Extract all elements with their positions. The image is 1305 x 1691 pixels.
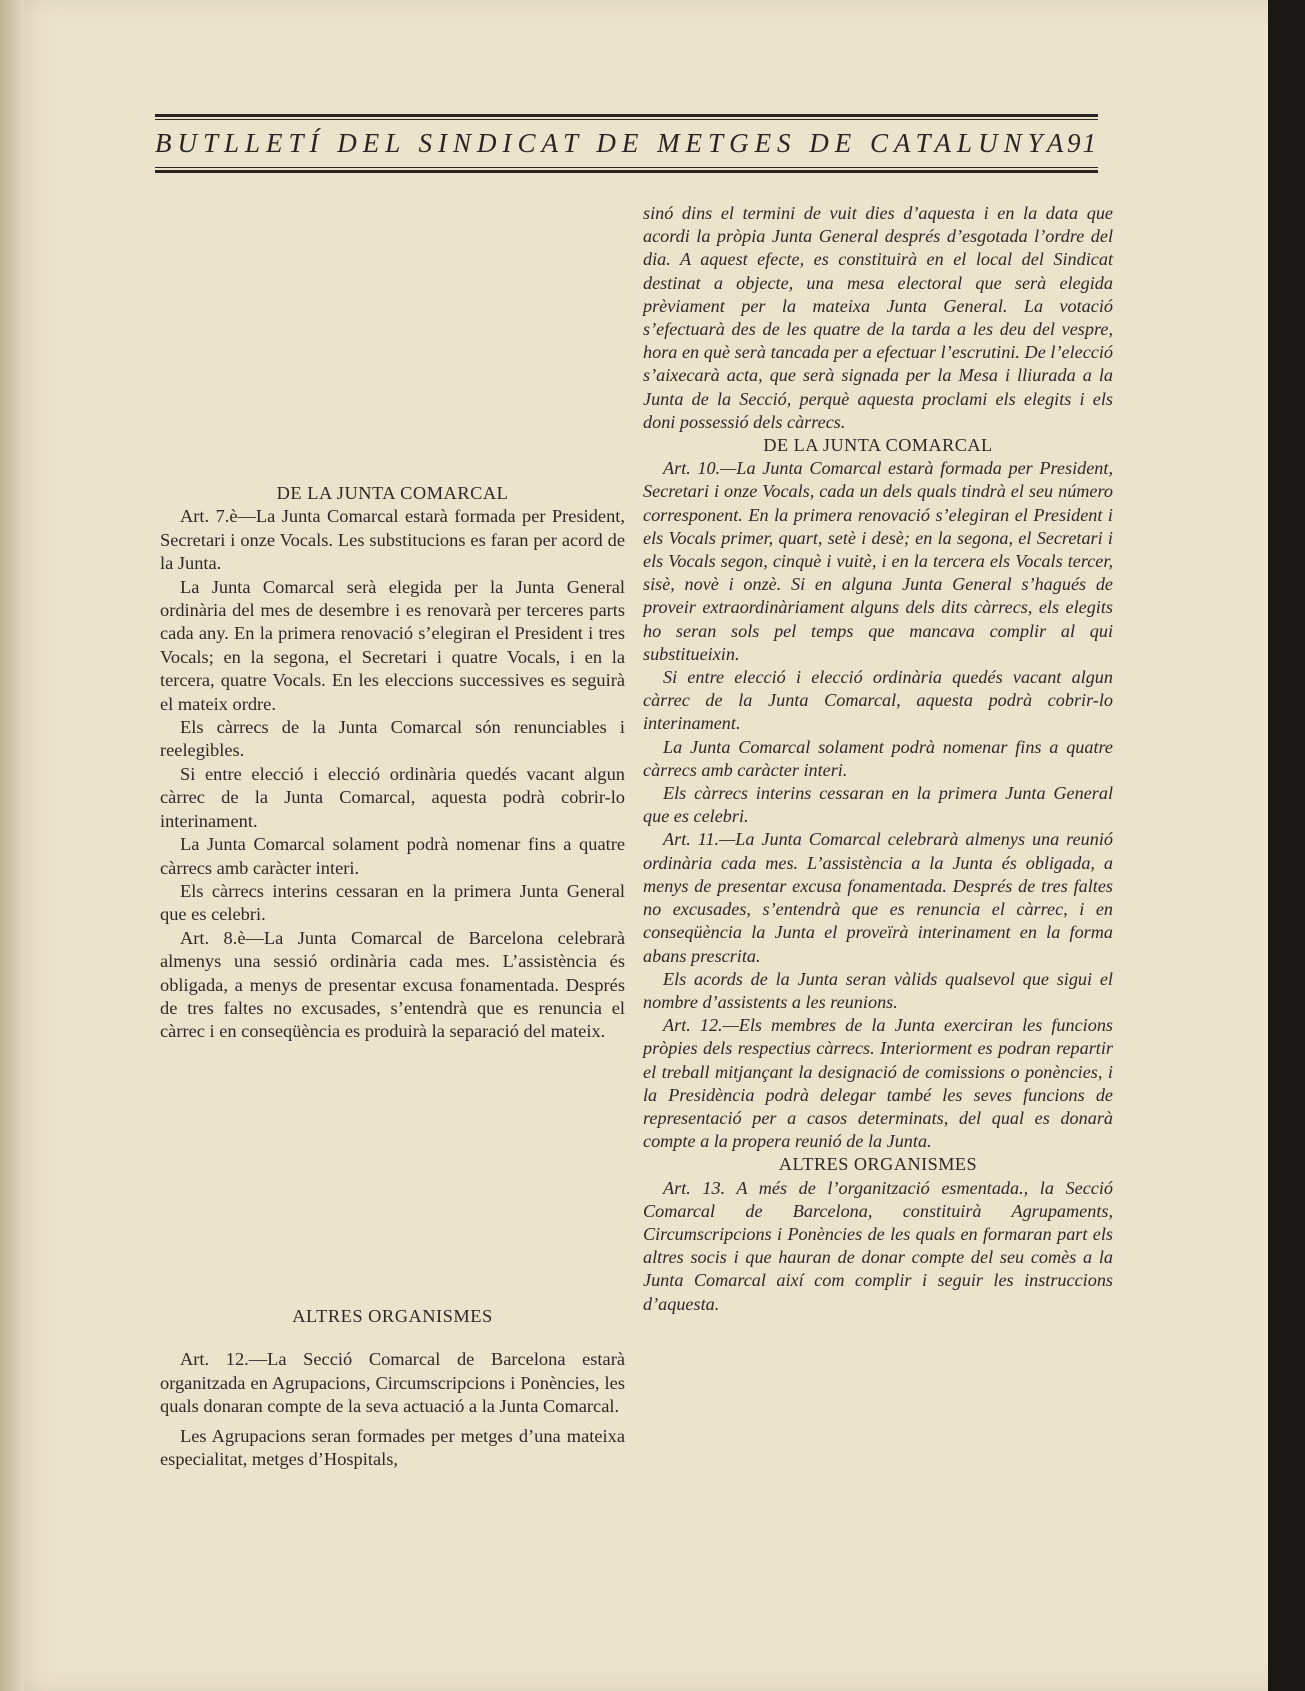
paragraph: Les Agrupacions seran formades per metges d’una mateixa especialitat, metges d’Hospitals, bbox=[160, 1425, 625, 1470]
paragraph: Art. 7.è—La Junta Comarcal estarà formada per President, Secretari i onze Vocals. Les substitucions es faran per acord de la Junta. bbox=[160, 506, 625, 574]
paragraph: sinó dins el termini de vuit dies d’aquesta i en la data que acordi la pròpia Junta General després d’esgotada l’ordre del dia. A aquest efecte, es constituirà en el local del Sindicat destinat a objecte, una mesa electoral que serà elegida prèviament per la mateixa Junta General. La votació s’efectuarà des de les quatre de la tarda a les deu del vespre, hora en què serà tancada per a efectuar l’escrutini. De l’elecció s’aixecarà acta, que serà signada per la Mesa i lliurada a la Junta de la Secció, perquè aquesta proclami els elegits i els doni possessió dels càrrecs. bbox=[643, 203, 1113, 432]
paragraph: Si entre elecció i elecció ordinària quedés vacant algun càrrec de la Junta Comarcal, aquesta podrà cobrir-lo interinament. bbox=[643, 667, 1113, 734]
left-column-block-2 bbox=[160, 1305, 625, 1471]
paragraph: Si entre elecció i elecció ordinària quedés vacant algun càrrec de la Junta Comarcal, aquesta podrà cobrir-lo interinament. bbox=[160, 763, 625, 831]
paragraph: La Junta Comarcal solament podrà nomenar fins a quatre càrrecs amb caràcter interi. bbox=[643, 736, 1113, 780]
header-rule-top bbox=[155, 114, 1098, 117]
paragraph: Art. 13. A més de l’organització esmentada., la Secció Comarcal de Barcelona, constituirà Agrupaments, Circumscripcions i Ponències de les quals en formaran part els altres socis i que hauran de donar compte del seu comès a la Junta Comarcal així com complir i seguir les instruccions d’aquesta. bbox=[643, 1177, 1113, 1314]
page-binding-edge bbox=[0, 0, 24, 1691]
section-heading: ALTRES ORGANISMES bbox=[778, 1154, 978, 1175]
right-column bbox=[643, 202, 1113, 1316]
paragraph: La Junta Comarcal serà elegida per la Junta General ordinària del mes de desembre i es renovarà per terceres parts cada any. En la primera renovació s’elegiran el President i tres Vocals; en la segona, el Secretari i quatre Vocals, i en la tercera, quatre Vocals. En les eleccions successives es seguirà el mateix ordre. bbox=[160, 576, 625, 714]
journal-title: BUTLLETÍ DEL SINDICAT DE METGES DE CATALUNYA bbox=[155, 128, 1070, 158]
paragraph: Els càrrecs de la Junta Comarcal són renunciables i reelegibles. bbox=[160, 717, 625, 761]
paragraph: Art. 11.—La Junta Comarcal celebrarà almenys una reunió ordinària cada mes. L’assistència a la Junta és obligada, a menys de presentar excusa fonamentada. Després de tres faltes no excusades, s’entendrà que es renuncia el càrrec, i en conseqüència la Junta el proveïrà interinament en la forma abans prescrita. bbox=[643, 829, 1113, 966]
left-column-block-1 bbox=[160, 482, 625, 1044]
header-rule-bottom bbox=[155, 170, 1098, 173]
paragraph: Els càrrecs interins cessaran en la primera Junta General que es celebri. bbox=[643, 783, 1113, 827]
running-header bbox=[155, 124, 1098, 164]
paragraph: Els càrrecs interins cessaran en la primera Junta General que es celebri. bbox=[160, 880, 625, 925]
paragraph: La Junta Comarcal solament podrà nomenar fins a quatre càrrecs amb caràcter interi. bbox=[160, 834, 625, 878]
paragraph: Art. 12.—La Secció Comarcal de Barcelona estarà organitzada en Agrupacions, Circumscripcions i Ponències, les quals donaran compte de la seva actuació a la Junta Comarcal. bbox=[160, 1349, 625, 1417]
section-heading: ALTRES ORGANISMES bbox=[292, 1306, 493, 1326]
paragraph: Art. 10.—La Junta Comarcal estarà formada per President, Secretari i onze Vocals, cada un dels quals tindrà el seu número corresponent. En la primera renovació s’elegiran el President i els Vocals primer, quart, setè i desè; en la segona, el Secretari i els Vocals segon, cinquè i vuitè, i en la tercera els Vocals tercer, sisè, novè i onzè. Si en alguna Junta General s’hagués de proveir extraordinàriament alguns dels dits càrrecs, els elegits ho seran sols pel temps que mancava complir al qui substitueixin. bbox=[643, 458, 1113, 664]
section-heading: DE LA JUNTA COMARCAL bbox=[763, 435, 993, 456]
page-number: 91 bbox=[1067, 128, 1098, 158]
paragraph: Art. 12.—Els membres de la Junta exerciran les funcions pròpies dels respectius càrrecs. Interiorment es podran repartir el treball mitjançant la designació de comissions o ponències, i la Presidència podrà delegar també les seves funcions de representació per a casos determinats, del qual es donarà compte a la propera reunió de la Junta. bbox=[643, 1015, 1113, 1152]
header-rule-bottom-thin bbox=[155, 167, 1098, 168]
header-rule-top-thin bbox=[155, 119, 1098, 120]
paragraph: Els acords de la Junta seran vàlids qualsevol que sigui el nombre d’assistents a les reunions. bbox=[643, 968, 1113, 1012]
paragraph: Art. 8.è—La Junta Comarcal de Barcelona celebrarà almenys una sessió ordinària cada mes. L’assistència és obligada, a menys de presentar excusa fonamentada. Després de tres faltes no excusades, s’entendrà que es renuncia el càrrec i en conseqüència es produirà la separació del mateix. bbox=[160, 927, 625, 1042]
section-heading: DE LA JUNTA COMARCAL bbox=[276, 483, 509, 503]
